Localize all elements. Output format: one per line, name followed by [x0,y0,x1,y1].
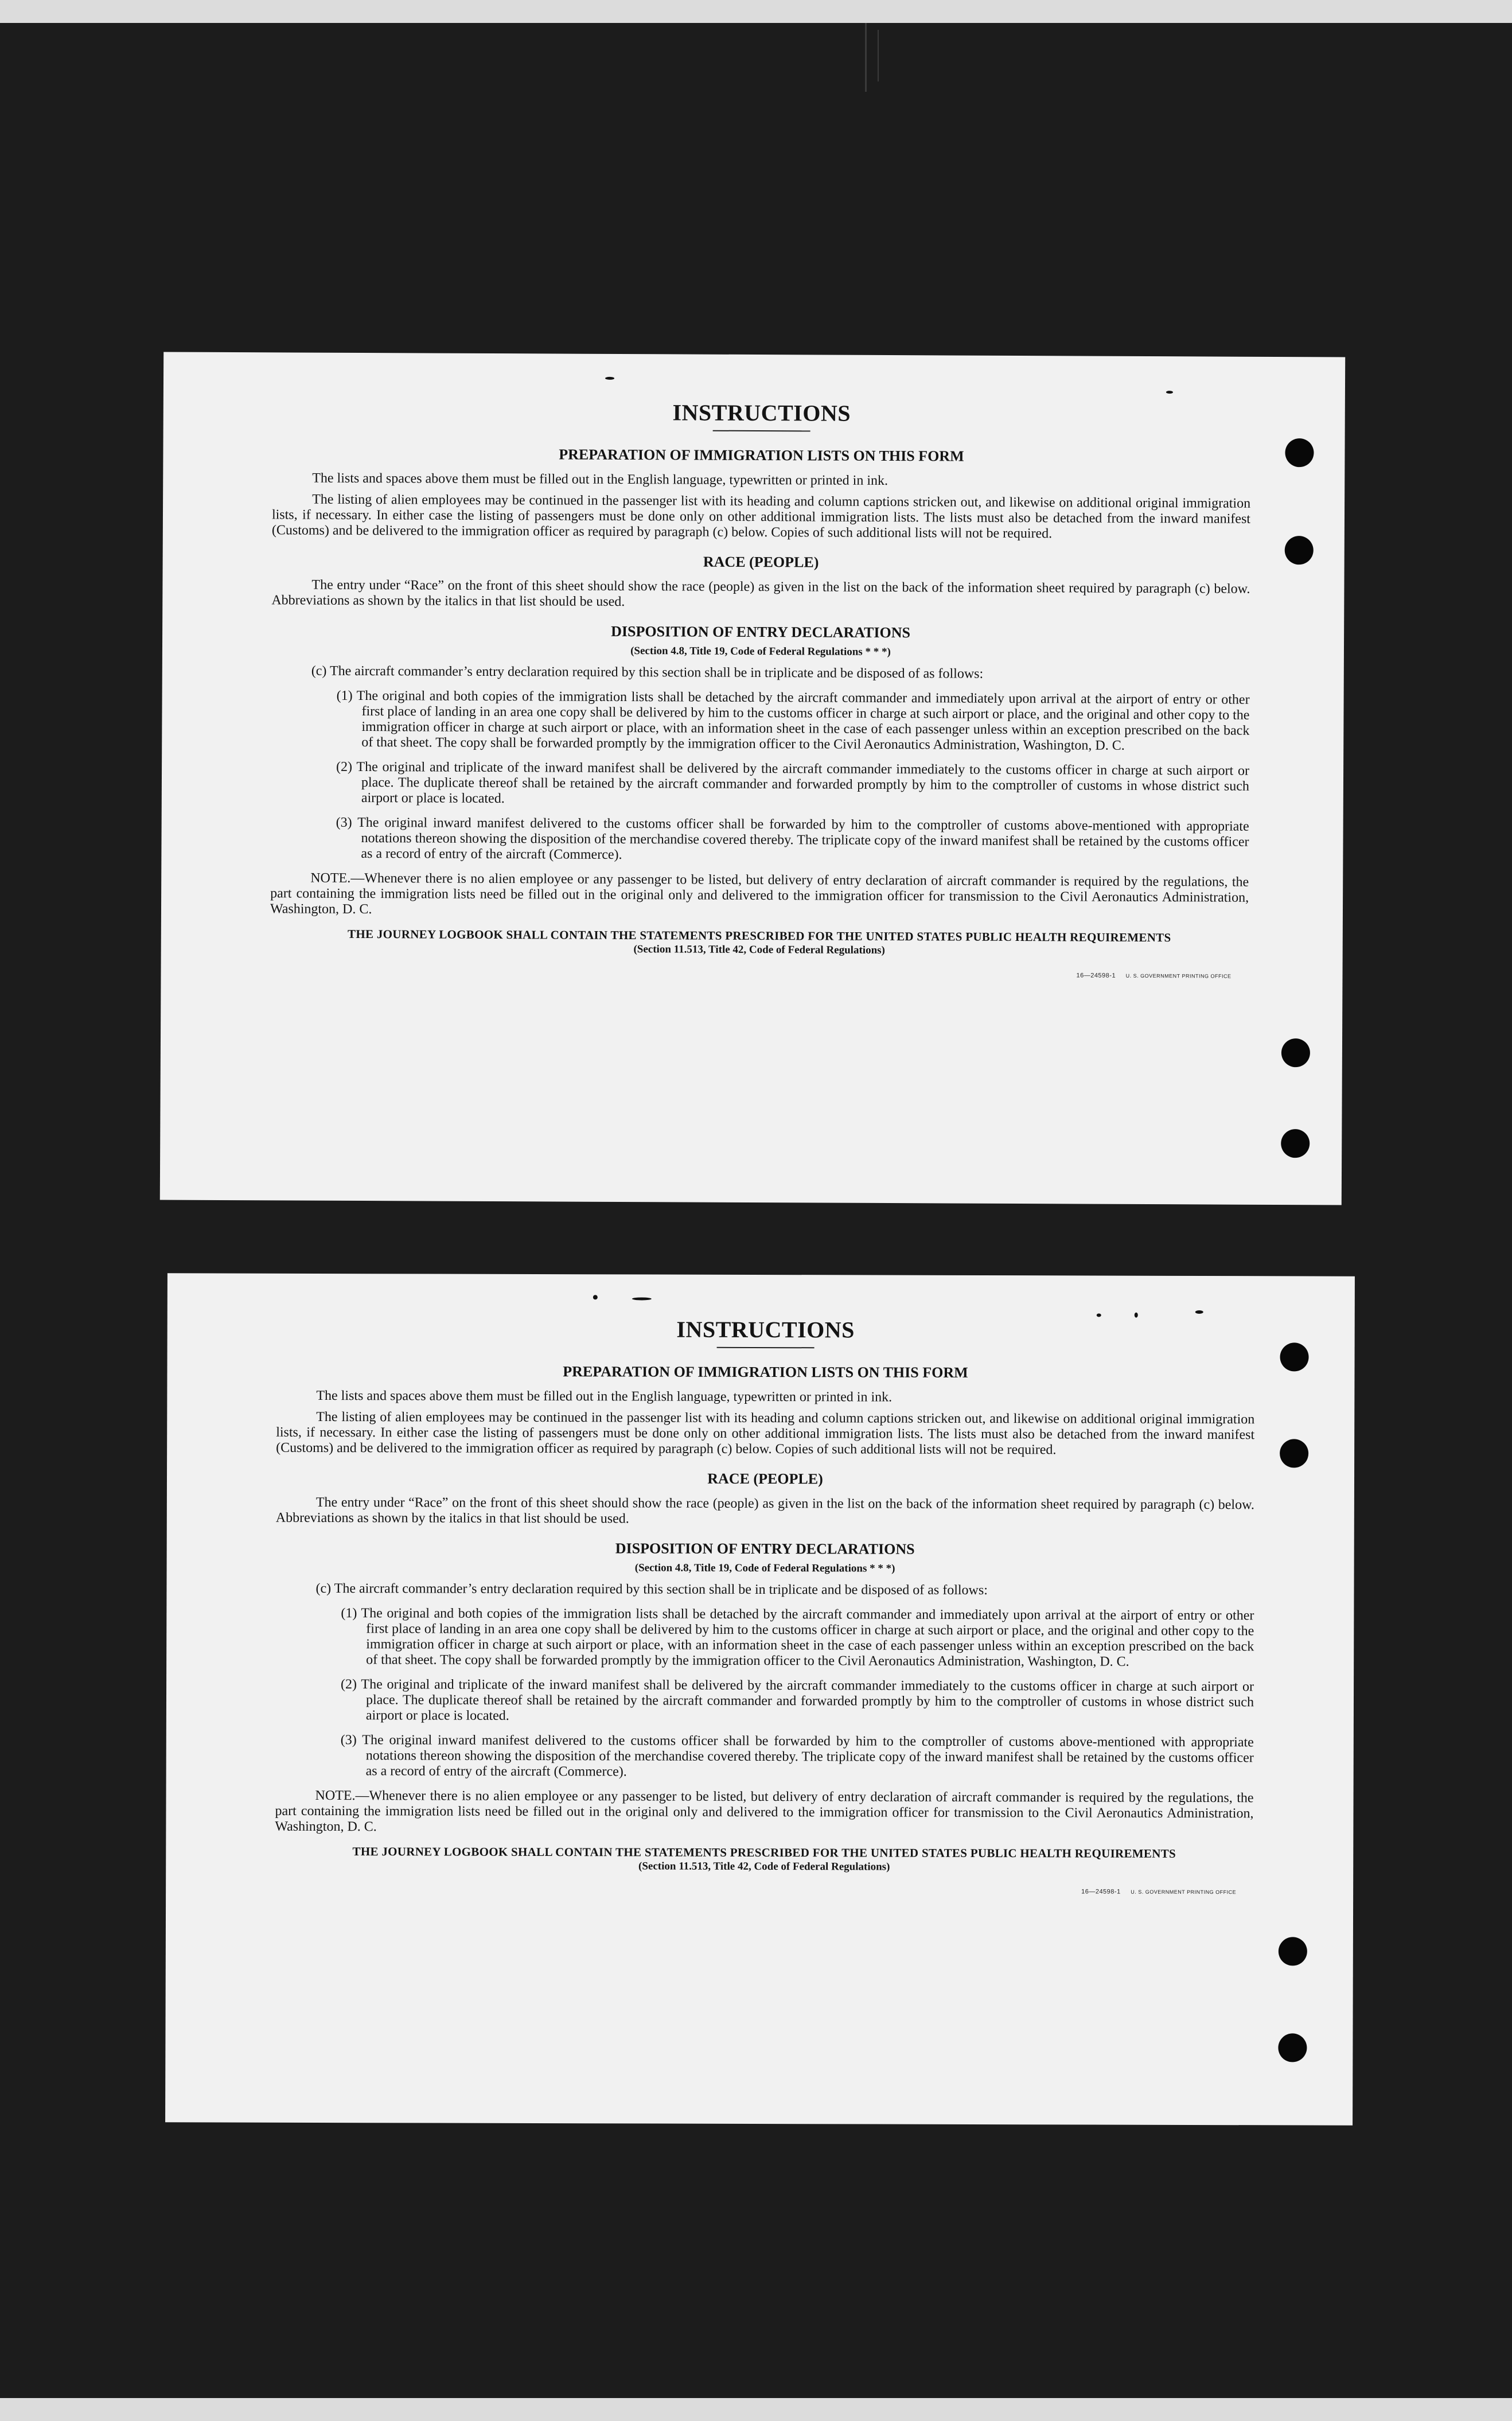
print-code [275,1886,1236,1895]
printer-imprint: U. S. GOVERNMENT PRINTING OFFICE [1125,972,1232,979]
punch-hole [1280,1342,1308,1371]
logbook-citation: (Section 11.513, Title 42, Code of Federal Regulations) [638,1860,890,1873]
list-item: (1) The original and both copies of the immigration lists shall be detached by the aircraft commander and immediately upon arrival at the airport of entry or other first place of landing in an area one copy shall be delivered by him to the customs officer in charge at such airport or place, and the original and other copy to the immigration officer in charge at such airport or place, with an information sheet in the case of each passenger unless within an exception prescribed on the back of that sheet. The copy shall be forwarded promptly by the immigration officer to the Civil Aeronautics Administration, Washington, D. C. [341,1606,1254,1669]
logbook-citation: (Section 11.513, Title 42, Code of Federal Regulations) [633,943,885,957]
ink-speck [593,1295,598,1299]
section-subheading: (Section 4.8, Title 19, Code of Federal Regulations * * *) [634,1562,895,1575]
document-page-1 [160,352,1345,1205]
paragraph: The listing of alien employees may be continued in the passenger list with its heading and column captions stricken out, and likewise on additional original immigration lists, if necessary. In either case the listing of passengers must be done only on other additional immigration lists. The lists must also be detached from the inward manifest (Customs) and be delivered to the immigration officer as required by paragraph (c) below. Copies of such additional lists will not be required. [271,492,1251,542]
list-item: (3) The original inward manifest delivered to the customs officer shall be forwarded by him to the comptroller of customs above-mentioned with appropriate notations thereon showing the disposition of the merchandise covered thereby. The triplicate copy of the inward manifest shall be retained by the customs officer as a record of entry of the aircraft (Commerce). [340,1733,1254,1780]
form-number: 16—24598-1 [1076,972,1116,979]
document-page-2 [165,1273,1355,2125]
ink-speck [605,377,614,380]
film-scratch [878,30,879,81]
ink-speck [1195,1310,1203,1314]
page-2-content [275,1315,1255,1895]
section-heading-disposition: DISPOSITION OF ENTRY DECLARATIONS [615,1540,915,1558]
paragraph: The listing of alien employees may be continued in the passenger list with its heading and column captions stricken out, and likewise on additional original immigration lists, if necessary. In either case the listing of passengers must be done only on other additional immigration lists. The lists must also be detached from the inward manifest (Customs) and be delivered to the immigration officer as required by paragraph (c) below. Copies of such additional lists will not be required. [276,1409,1255,1458]
section-heading-race: RACE (PEOPLE) [703,553,819,571]
printer-imprint: U. S. GOVERNMENT PRINTING OFFICE [1131,1889,1237,1895]
section-heading-race: RACE (PEOPLE) [707,1470,823,1488]
page-title: INSTRUCTIONS [672,399,851,426]
paragraph: The entry under “Race” on the front of this sheet should show the race (people) as given in the list on the back of the information sheet required by paragraph (c) below. Abbreviations as shown by the italics in that list should be used. [275,1494,1254,1527]
list-item: (3) The original inward manifest delivered to the customs officer shall be forwarded by him to the comptroller of customs above-mentioned with appropriate notations thereon showing the disposition of the merchandise covered thereby. The triplicate copy of the inward manifest shall be retained by the customs officer as a record of entry of the aircraft (Commerce). [336,815,1249,863]
paragraph: (c) The aircraft commander’s entry declaration required by this section shall be in triplicate and be disposed of as follows: [311,663,984,682]
film-edge-top [0,0,1512,23]
section-heading-preparation: PREPARATION OF IMMIGRATION LISTS ON THIS FORM [559,446,964,465]
punch-hole [1281,1038,1310,1067]
section-heading-preparation: PREPARATION OF IMMIGRATION LISTS ON THIS FORM [563,1363,968,1381]
list-item: (2) The original and triplicate of the inward manifest shall be delivered by the aircraft commander immediately to the customs officer in charge at such airport or place. The duplicate thereof shall be retained by the aircraft commander and forwarded promptly by him to the comptroller of customs in whose district such airport or place is located. [336,759,1250,807]
punch-hole [1278,2033,1307,2062]
note-paragraph: NOTE.—Whenever there is no alien employee or any passenger to be listed, but delivery of entry declaration of aircraft commander is required by the regulations, the part containing the immigration lists need be filled out in the original only and delivered to the immigration officer for transmission to the Civil Aeronautics Administration, Washington, D. C. [275,1788,1254,1835]
punch-hole [1285,438,1314,467]
film-edge-bottom [0,2398,1512,2421]
punch-hole [1281,1129,1310,1158]
title-rule [717,1347,815,1348]
section-subheading: (Section 4.8, Title 19, Code of Federal Regulations * * *) [630,645,891,659]
punch-hole [1279,1937,1307,1965]
form-number: 16—24598-1 [1081,1888,1121,1895]
logbook-statement: THE JOURNEY LOGBOOK SHALL CONTAIN THE STATEMENTS PRESCRIBED FOR THE UNITED STATES PUBLIC HEALTH REQUIREMENTS [348,927,1171,945]
list-item: (2) The original and triplicate of the inward manifest shall be delivered by the aircraft commander immediately to the customs officer in charge at such airport or place. The duplicate thereof shall be retained by the aircraft commander and forwarded promptly by him to the comptroller of customs in whose district such airport or place is located. [341,1677,1254,1723]
ink-speck [1166,391,1173,394]
film-scratch [865,23,867,92]
paragraph: The entry under “Race” on the front of this sheet should show the race (people) as given in the list on the back of the information sheet required by paragraph (c) below. Abbreviations as shown by the italics in that list should be used. [271,577,1250,610]
punch-hole [1285,536,1314,565]
page-title: INSTRUCTIONS [676,1316,855,1343]
punch-hole [1280,1439,1308,1468]
paragraph: (c) The aircraft commander’s entry declaration required by this section shall be in triplicate and be disposed of as follows: [315,1581,988,1598]
title-rule [713,430,810,432]
ink-speck [632,1297,652,1300]
paragraph: The lists and spaces above them must be filled out in the English language, typewritten or printed in ink. [316,1388,893,1405]
print-code [270,968,1231,979]
list-item: (1) The original and both copies of the immigration lists shall be detached by the aircraft commander and immediately upon arrival at the airport of entry or other first place of landing in an area one copy shall be delivered by him to the customs officer in charge at such airport or place, and the original and other copy to the immigration officer in charge at such airport or place, with an information sheet in the case of each passenger unless within an exception prescribed on the back of that sheet. The copy shall be forwarded promptly by the immigration officer to the Civil Aeronautics Administration, Washington, D. C. [336,688,1250,753]
logbook-statement: THE JOURNEY LOGBOOK SHALL CONTAIN THE STATEMENTS PRESCRIBED FOR THE UNITED STATES PUBLIC HEALTH REQUIREMENTS [352,1844,1176,1860]
paragraph: The lists and spaces above them must be filled out in the English language, typewritten or printed in ink. [312,470,889,489]
note-paragraph: NOTE.—Whenever there is no alien employee or any passenger to be listed, but delivery of entry declaration of aircraft commander is required by the regulations, the part containing the immigration lists need be filled out in the original only and delivered to the immigration officer for transmission to the Civil Aeronautics Administration, Washington, D. C. [270,870,1249,917]
page-1-content [270,397,1250,979]
section-heading-disposition: DISPOSITION OF ENTRY DECLARATIONS [611,622,911,641]
